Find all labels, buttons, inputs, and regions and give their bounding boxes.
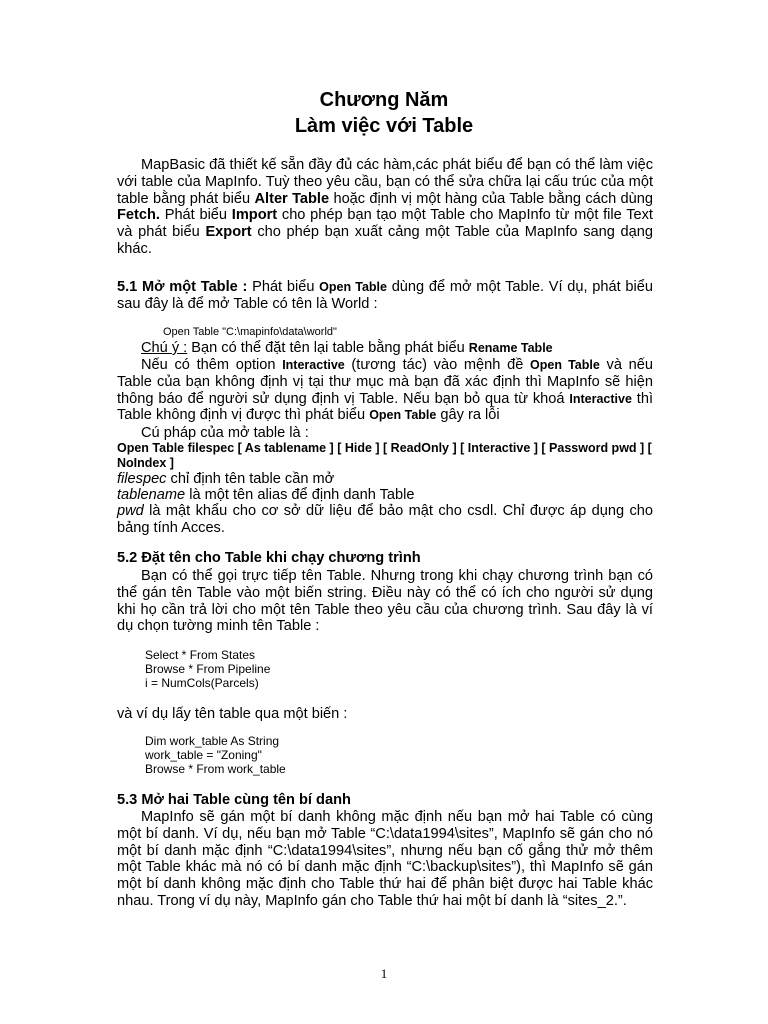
- section-5-1-paragraph: 5.1 Mở một Table : Phát biểu Open Table dùng để mở một Table. Ví dụ, phát biểu sau đây là để mở Table có tên là World :: [117, 279, 653, 312]
- section-5-3-heading: 5.3 Mở hai Table cùng tên bí danh: [117, 792, 351, 808]
- page-number: 1: [380, 966, 388, 981]
- variable-intro: và ví dụ lấy tên table qua một biến :: [117, 706, 348, 722]
- chapter-subtitle: Làm việc với Table: [294, 115, 474, 137]
- variable-example-code: Dim work_table As String work_table = "Zoning" Browse * From work_table: [145, 734, 286, 777]
- select-example-code: Select * From States Browse * From Pipeline i = NumCols(Parcels): [145, 648, 271, 691]
- section-5-2-heading: 5.2 Đặt tên cho Table khi chạy chương trình: [117, 550, 421, 566]
- section-5-3-paragraph: MapInfo sẽ gán một bí danh không mặc định nếu bạn mở hai Table có cùng một bí danh. Ví dụ, nếu bạn mở Table “C:\data1994\sites”, MapInfo sẽ gán cho nó một bí danh mặc định “C:\data1994\sites”, nhưng nếu bạn cố gắng thử mở thêm một Table khác mà nó có bí danh mặc định “C:\backup\sites”), thì MapInfo sẽ gán một bí danh không mặc định cho Table thứ hai để phân biệt được hai Table khác nhau. Trong ví dụ này, MapInfo gán cho Table thứ hai một bí danh là “sites_2.”.: [117, 809, 653, 909]
- section-5-1-heading: 5.1 Mở một Table: [117, 279, 238, 295]
- open-table-example: Open Table "C:\mapinfo\data\world": [163, 326, 337, 338]
- definition-pwd: pwd là mật khẩu cho cơ sở dữ liệu để bảo mật cho csdl. Chỉ được áp dụng cho bảng tính Acces.: [117, 503, 653, 536]
- definition-filespec: filespec chỉ định tên table cần mở: [117, 471, 335, 487]
- interactive-paragraph: Nếu có thêm option Interactive (tương tác) vào mệnh đề Open Table và nếu Table của bạn không định vị tại thư mục mà bạn đã xác định thì MapInfo sẽ hiện thông báo để người sử dụng định vị Table. Nếu bạn bỏ qua từ khoá Interactive thì Table không định vị được thì phát biểu Open Table gây ra lỗi: [117, 357, 654, 424]
- syntax-intro: Cú pháp của mở table là :: [141, 425, 309, 441]
- chapter-title: Chương Năm: [319, 89, 449, 111]
- definition-tablename: tablename là một tên alias để định danh Table: [117, 487, 415, 503]
- intro-paragraph: MapBasic đã thiết kế sẵn đầy đủ các hàm,các phát biểu để bạn có thể làm việc với table của MapInfo. Tuỳ theo yêu cầu, bạn có thể sửa chữa lại cấu trúc của một table bằng phát biểu Alter Table hoặc định vị một hàng của Table bằng cách dùng Fetch. Phát biểu Import cho phép bạn tạo một Table cho MapInfo từ một file Text và phát biểu Export cho phép bạn xuất cảng một Table của MapInfo sang dạng khác.: [117, 157, 654, 257]
- syntax-statement: Open Table filespec [ As tablename ] [ Hide ] [ ReadOnly ] [ Interactive ] [ Password pwd ] [ NoIndex ]: [117, 441, 652, 470]
- section-5-2-paragraph: Bạn có thể gọi trực tiếp tên Table. Nhưng trong khi chạy chương trình bạn có thể gán tên Table vào một biến string. Điều này có thể có ích cho người sử dụng khi họ cần trả lời cho một tên Table theo yêu cầu của chương trình. Sau đây là ví dụ chọn tường minh tên Table :: [117, 568, 653, 635]
- note-line: Chú ý : Bạn có thể đặt tên lại table bằng phát biểu Rename Table: [141, 340, 553, 356]
